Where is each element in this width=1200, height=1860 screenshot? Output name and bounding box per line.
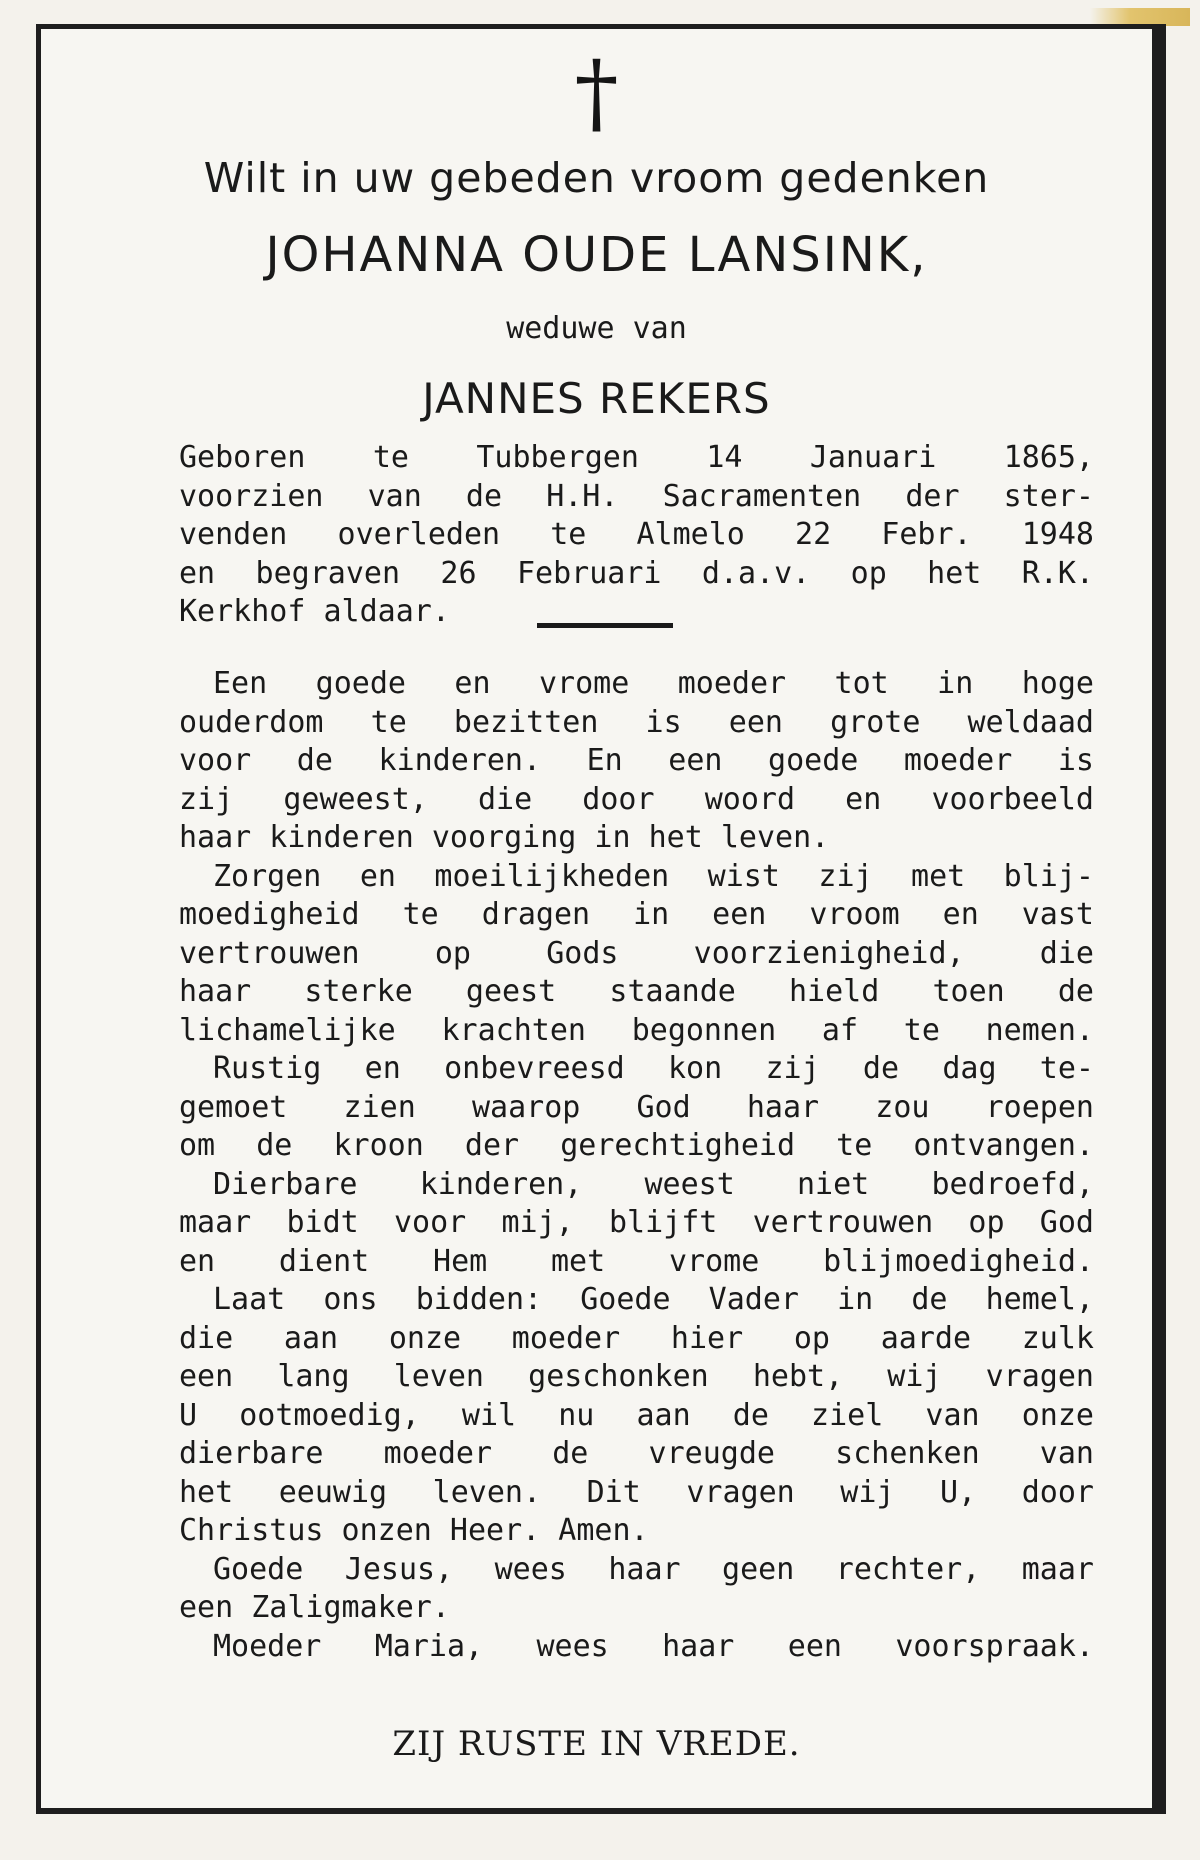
prayer-line: Moeder Maria, wees haar een voorspraak. xyxy=(213,1628,1094,1664)
prayer-line: vertrouwen op Gods voorzienigheid, die xyxy=(179,935,1094,971)
prayer-line: dierbare moeder de vreugde schenken van xyxy=(179,1436,1094,1471)
prayer-line: Laat ons bidden: Goede Vader in de hemel, xyxy=(213,1282,1094,1317)
prayer-line: een lang leven geschonken hebt, wij vragen xyxy=(179,1359,1094,1394)
intro-line: Wilt in uw gebeden vroom gedenken xyxy=(203,154,990,202)
prayer-line: zij geweest, die door woord en voorbeeld xyxy=(179,781,1094,817)
prayer-line: Zorgen en moeilijkheden wist zij met blij- xyxy=(213,858,1094,894)
prayer-line: U ootmoedig, wil nu aan de ziel van onze xyxy=(179,1397,1094,1433)
prayer-line: moedigheid te dragen in een vroom en vast xyxy=(179,897,1094,932)
bio-line: Kerkhof aldaar. xyxy=(179,594,450,629)
biography-paragraph xyxy=(179,439,1094,632)
prayer-line: ouderdom te bezitten is een grote weldaad xyxy=(179,704,1094,740)
prayer-line: Een goede en vrome moeder tot in hoge xyxy=(213,666,1094,701)
prayer-text xyxy=(179,665,1094,1666)
memorial-card xyxy=(36,24,1166,1814)
bio-line: Geboren te Tubbergen 14 Januari 1865, xyxy=(179,440,1094,475)
prayer-line: om de kroon der gerechtigheid te ontvangen. xyxy=(179,1128,1094,1163)
closing-line: ZIJ RUSTE IN VREDE. xyxy=(392,1724,801,1764)
spouse-name: JANNES REKERS xyxy=(422,374,771,423)
prayer-line: lichamelijke krachten begonnen af te nemen. xyxy=(179,1012,1094,1048)
bio-line: en begraven 26 Februari d.a.v. op het R.K. xyxy=(179,555,1094,591)
bio-line: venden overleden te Almelo 22 Febr. 1948 xyxy=(179,517,1094,552)
prayer-line: en dient Hem met vrome blijmoedigheid. xyxy=(179,1243,1094,1279)
prayer-line: Goede Jesus, wees haar geen rechter, maar xyxy=(213,1551,1094,1587)
prayer-line: gemoet zien waarop God haar zou roepen xyxy=(179,1089,1094,1125)
deceased-name: JOHANNA OUDE LANSINK, xyxy=(265,227,928,283)
prayer-line: haar kinderen voorging in het leven. xyxy=(179,820,830,855)
bio-line: voorzien van de H.H. Sacramenten der ster- xyxy=(179,478,1094,514)
section-divider xyxy=(537,623,673,628)
prayer-line: maar bidt voor mij, blijft vertrouwen op God xyxy=(179,1205,1094,1240)
prayer-line: haar sterke geest staande hield toen de xyxy=(179,974,1094,1009)
prayer-line: Dierbare kinderen, weest niet bedroefd, xyxy=(213,1166,1094,1202)
prayer-line: die aan onze moeder hier op aarde zulk xyxy=(179,1320,1094,1356)
cross-icon: † xyxy=(574,41,619,144)
prayer-line: Christus onzen Heer. Amen. xyxy=(179,1513,649,1548)
widow-of-label: weduwe van xyxy=(506,311,687,346)
prayer-line: een Zaligmaker. xyxy=(179,1590,450,1625)
prayer-line: Rustig en onbevreesd kon zij de dag te- xyxy=(213,1051,1094,1086)
prayer-line: het eeuwig leven. Dit vragen wij U, door xyxy=(179,1474,1094,1510)
memorial-card-content xyxy=(41,29,1152,1808)
prayer-line: voor de kinderen. En een goede moeder is xyxy=(179,743,1094,778)
